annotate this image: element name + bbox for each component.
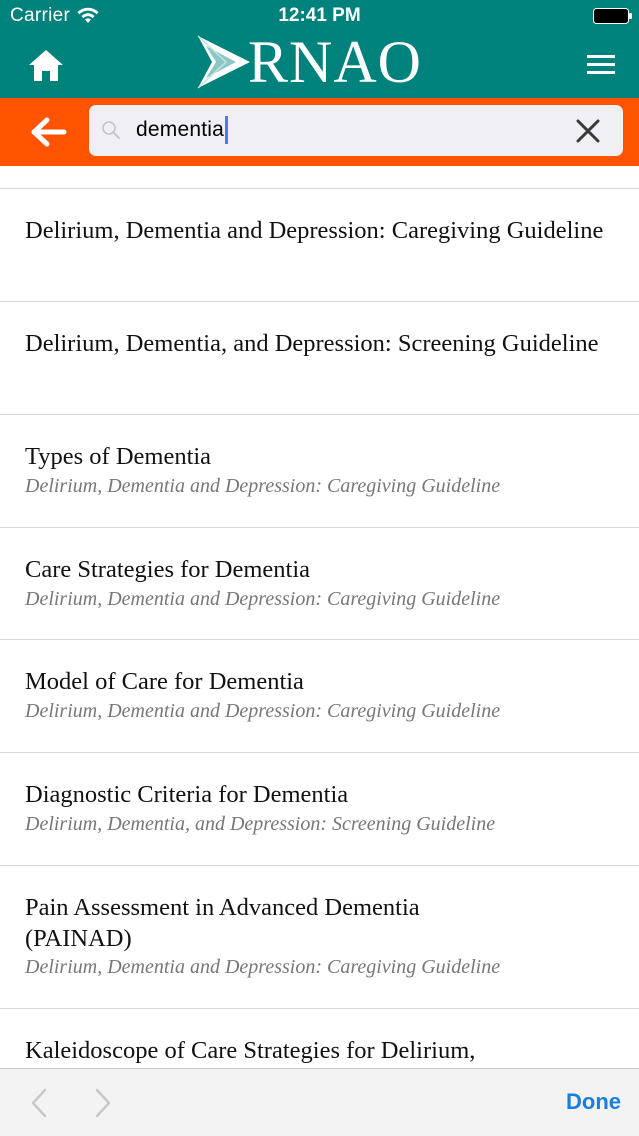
search-results-list: [0, 166, 639, 1068]
list-item[interactable]: [0, 865, 639, 1008]
list-item[interactable]: [0, 188, 639, 301]
search-bar: [0, 98, 639, 166]
search-query: [136, 116, 228, 144]
result-subtitle: Delirium, Dementia and Depression: Caregiving Guideline: [25, 700, 501, 722]
arrow-left-icon[interactable]: [30, 116, 68, 148]
search-icon: [101, 120, 121, 140]
result-subtitle: Delirium, Dementia and Depression: Caregiving Guideline: [25, 956, 501, 978]
result-title: Delirium, Dementia, and Depression: Screening Guideline: [25, 330, 599, 357]
result-title: Types of Dementia: [25, 443, 212, 470]
result-title: Kaleidoscope of Care Strategies for Delirium,: [25, 1037, 476, 1064]
home-icon[interactable]: [26, 46, 66, 86]
list-item[interactable]: [0, 1008, 639, 1068]
list-item[interactable]: [0, 639, 639, 752]
logo-arrow-icon: [196, 34, 252, 90]
result-title: Delirium, Dementia and Depression: Caregiving Guideline: [25, 217, 604, 244]
list-item[interactable]: [0, 752, 639, 865]
result-subtitle: Delirium, Dementia, and Depression: Screening Guideline: [25, 813, 496, 835]
result-title: Pain Assessment in Advanced Dementia (PAINAD): [25, 894, 420, 952]
bottom-toolbar: [0, 1068, 639, 1136]
list-item[interactable]: [0, 414, 639, 527]
result-subtitle: Delirium, Dementia and Depression: Caregiving Guideline: [25, 475, 501, 497]
result-title: Diagnostic Criteria for Dementia: [25, 781, 349, 808]
text-caret: [225, 116, 228, 144]
chevron-left-icon[interactable]: [28, 1087, 50, 1119]
carrier-label: Carrier: [10, 5, 71, 26]
result-title: Model of Care for Dementia: [25, 668, 304, 695]
app-header: [0, 0, 639, 98]
result-subtitle: Delirium, Dementia and Depression: Caregiving Guideline: [25, 588, 501, 610]
search-input[interactable]: [89, 105, 623, 156]
list-item[interactable]: [0, 301, 639, 414]
done-button[interactable]: Done: [566, 1089, 621, 1114]
chevron-right-icon[interactable]: [92, 1087, 114, 1119]
status-time: 12:41 PM: [278, 5, 361, 26]
list-item[interactable]: [0, 527, 639, 640]
close-icon[interactable]: [575, 118, 601, 144]
logo-text: RNAO: [248, 29, 423, 95]
battery-icon: [593, 8, 633, 24]
result-title: Care Strategies for Dementia: [25, 556, 311, 583]
rnao-logo: [196, 29, 446, 95]
search-query-text: dementia: [136, 118, 224, 141]
hamburger-menu-icon[interactable]: [584, 50, 618, 80]
